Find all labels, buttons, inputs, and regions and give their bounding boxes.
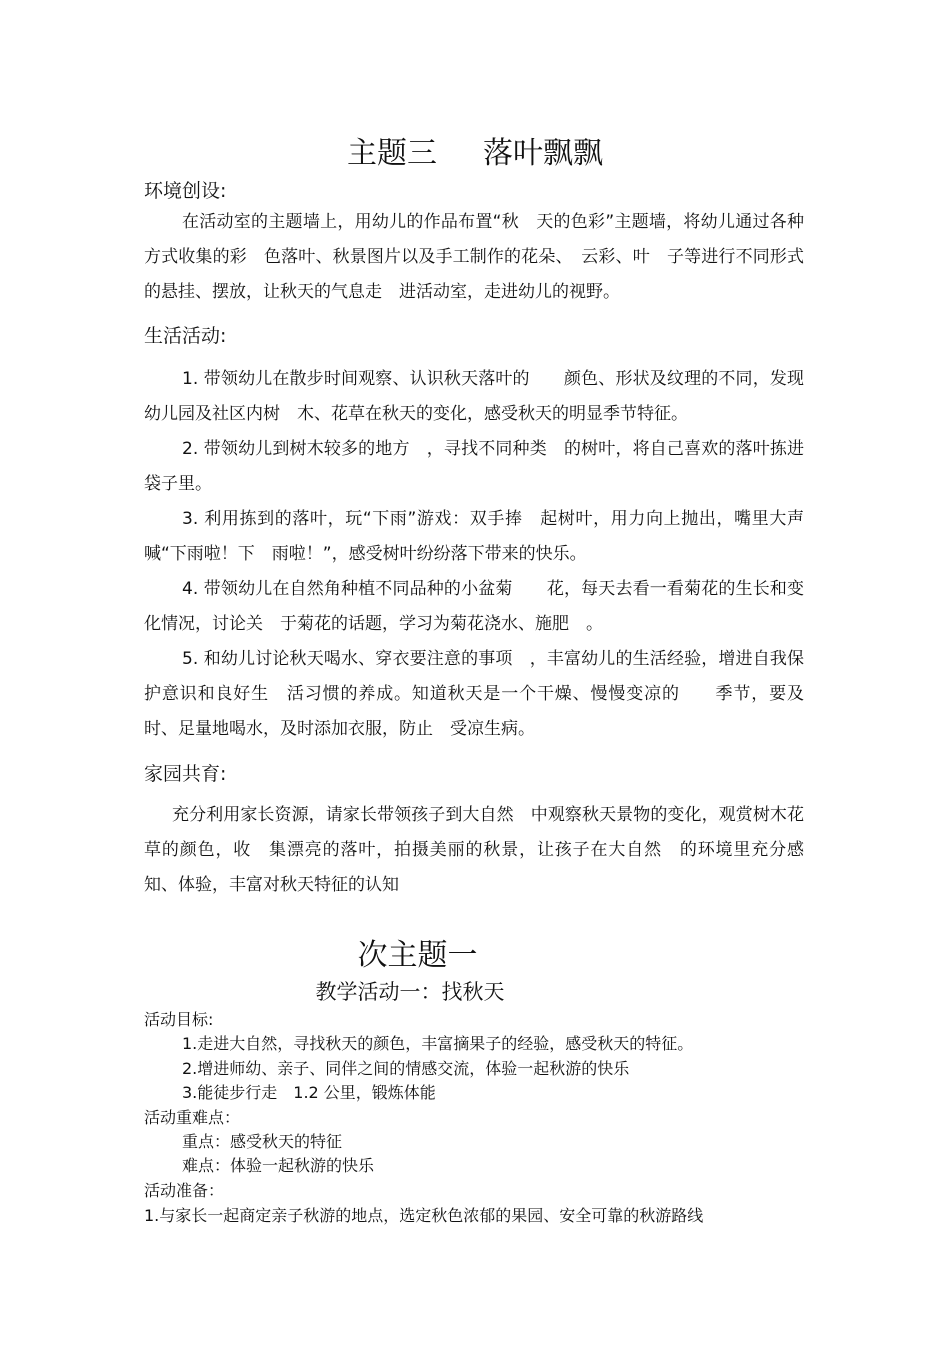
- life-item-1: 1. 带领幼儿在散步时间观察、认识秋天落叶的 颜色、形状及纹理的不同，发现幼儿园及社区内树 木、花草在秋天的变化，感受秋天的明显季节特征。: [144, 369, 804, 424]
- life-item-4: 4. 带领幼儿在自然角种植不同品种的小盆菊 花，每天去看一看菊花的生长和变化情况，讨论关 于菊花的话题，学习为菊花浇水、施肥 。: [144, 579, 804, 634]
- page-title: [0, 128, 950, 172]
- key-points-heading: 活动重难点：: [144, 1108, 241, 1127]
- lesson-title: 教学活动一：找秋天: [315, 980, 505, 1004]
- preparation-heading: 活动准备：: [144, 1181, 225, 1200]
- goal-item-3: 3.能徒步行走 1.2 公里，锻炼体能: [182, 1083, 436, 1102]
- subtheme-title: 次主题一: [357, 938, 478, 973]
- life-item-2: 2. 带领幼儿到树木较多的地方 ，寻找不同种类 的树叶，将自己喜欢的落叶拣进袋子里。: [144, 439, 804, 494]
- goal-item-1: 1.走进大自然，寻找秋天的颜色，丰富摘果子的经验，感受秋天的特征。: [182, 1034, 694, 1053]
- home-heading: 家园共育:: [144, 763, 227, 785]
- key-point: 重点：感受秋天的特征: [182, 1132, 343, 1151]
- life-item-3: 3. 利用拣到的落叶，玩“下雨”游戏：双手捧 起树叶，用力向上抛出，嘴里大声喊“下雨啦！下 雨啦！”，感受树叶纷纷落下带来的快乐。: [144, 509, 804, 564]
- environment-paragraph: 在活动室的主题墙上，用幼儿的作品布置“秋 天的色彩”主题墙，将幼儿通过各种方式收集的彩 色落叶、秋景图片以及手工制作的花朵、 云彩、叶 子等进行不同形式的悬挂、摆放，让秋天的气息走 进活动室，走进幼儿的视野。: [144, 212, 804, 302]
- title-part-1: 主题三: [347, 136, 437, 171]
- preparation-item-1: 1.与家长一起商定亲子秋游的地点，选定秋色浓郁的果园、安全可靠的秋游路线: [144, 1206, 704, 1225]
- title-part-2: 落叶飘飘: [483, 136, 603, 171]
- life-heading: 生活活动:: [144, 325, 227, 347]
- goal-item-2: 2.增进师幼、亲子、同伴之间的情感交流，体验一起秋游的快乐: [182, 1059, 630, 1078]
- goals-heading: 活动目标:: [144, 1010, 214, 1029]
- environment-heading: 环境创设:: [144, 180, 227, 202]
- home-paragraph: 充分利用家长资源，请家长带领孩子到大自然 中观察秋天景物的变化，观赏树木花草的颜色，收 集漂亮的落叶，拍摄美丽的秋景，让孩子在大自然 的环境里充分感知、体验，丰富对秋天特征的认知: [144, 805, 804, 895]
- difficult-point: 难点：体验一起秋游的快乐: [182, 1156, 375, 1175]
- life-item-5: 5. 和幼儿讨论秋天喝水、穿衣要注意的事项 ，丰富幼儿的生活经验，增进自我保护意识和良好生 活习惯的养成。知道秋天是一个干燥、慢慢变凉的 季节，要及时、足量地喝水，及时添加衣服，防止 受凉生病。: [144, 649, 804, 739]
